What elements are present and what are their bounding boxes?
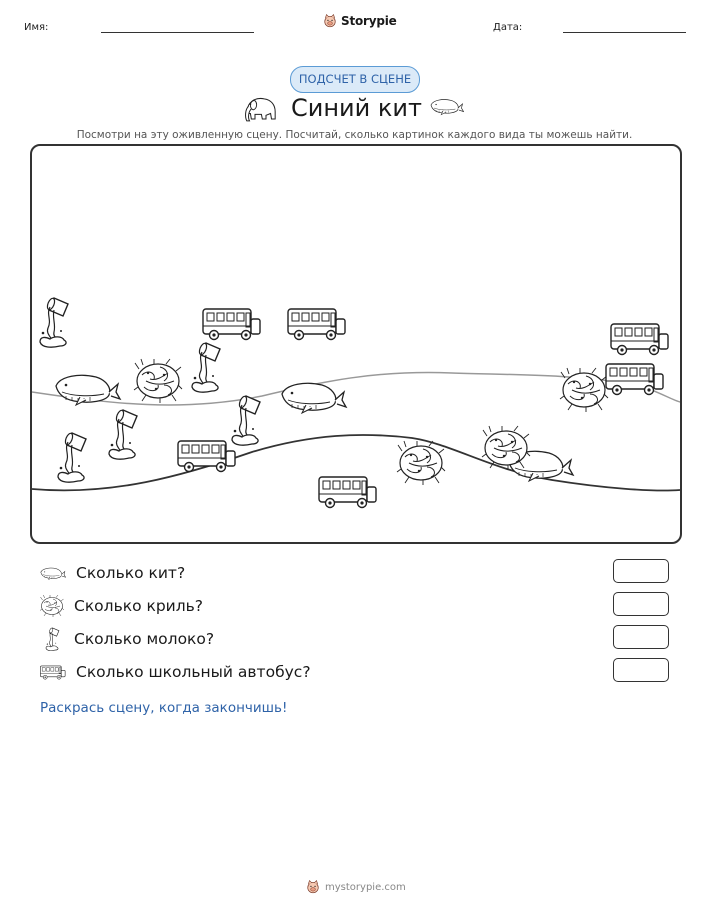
milk-image [232,395,260,445]
question-text: Сколько молоко? [74,630,215,648]
whale-icon [430,96,464,116]
school-bus-image [203,309,260,340]
milk-image [192,342,220,392]
brand-name: Storypie [341,14,397,28]
name-field[interactable] [101,32,254,33]
milk-icon [40,627,64,651]
school-bus-image [319,477,376,508]
counting-scene [30,144,682,544]
answer-box-milk[interactable] [613,625,669,649]
milk-image [40,297,68,347]
footer-url[interactable]: mystorypie.com [325,881,406,893]
krill-icon [40,595,64,617]
storypie-mascot-icon [306,880,320,894]
question-krill [40,593,203,619]
instructions: Посмотри на эту оживленную сцену. Посчитай, сколько картинок каждого вида ты можешь найти. [76,129,633,141]
page-title: Синий кит [291,94,422,122]
question-whale [40,560,185,586]
elephant-icon [244,94,277,122]
question-milk [40,626,214,652]
whale-image [56,375,120,405]
coloring-note: Раскрась сцену, когда закончишь! [40,700,288,716]
whale-icon [40,564,66,582]
school-bus-image [288,309,345,340]
date-field[interactable] [563,32,686,33]
brand-logo [323,14,397,28]
school-bus-image [606,364,663,395]
milk-image [58,432,86,482]
activity-badge: ПОДСЧЕТ В СЦЕНЕ [290,66,420,93]
school-bus-image [611,324,668,355]
question-text: Сколько криль? [74,597,204,615]
answer-box-krill[interactable] [613,592,669,616]
answer-box-school-bus[interactable] [613,658,669,682]
date-label: Дата: [493,22,523,33]
whale-image [282,383,346,413]
footer [306,880,406,894]
name-label: Имя: [24,22,49,33]
school-bus-icon [40,663,66,681]
storypie-mascot-icon [323,14,337,28]
question-school-bus [40,659,311,685]
question-text: Сколько школьный автобус? [76,663,311,681]
answer-box-whale[interactable] [613,559,669,583]
krill-image [397,441,445,485]
krill-image [560,368,608,412]
krill-image [134,359,182,403]
question-text: Сколько кит? [76,564,186,582]
milk-image [109,409,137,459]
